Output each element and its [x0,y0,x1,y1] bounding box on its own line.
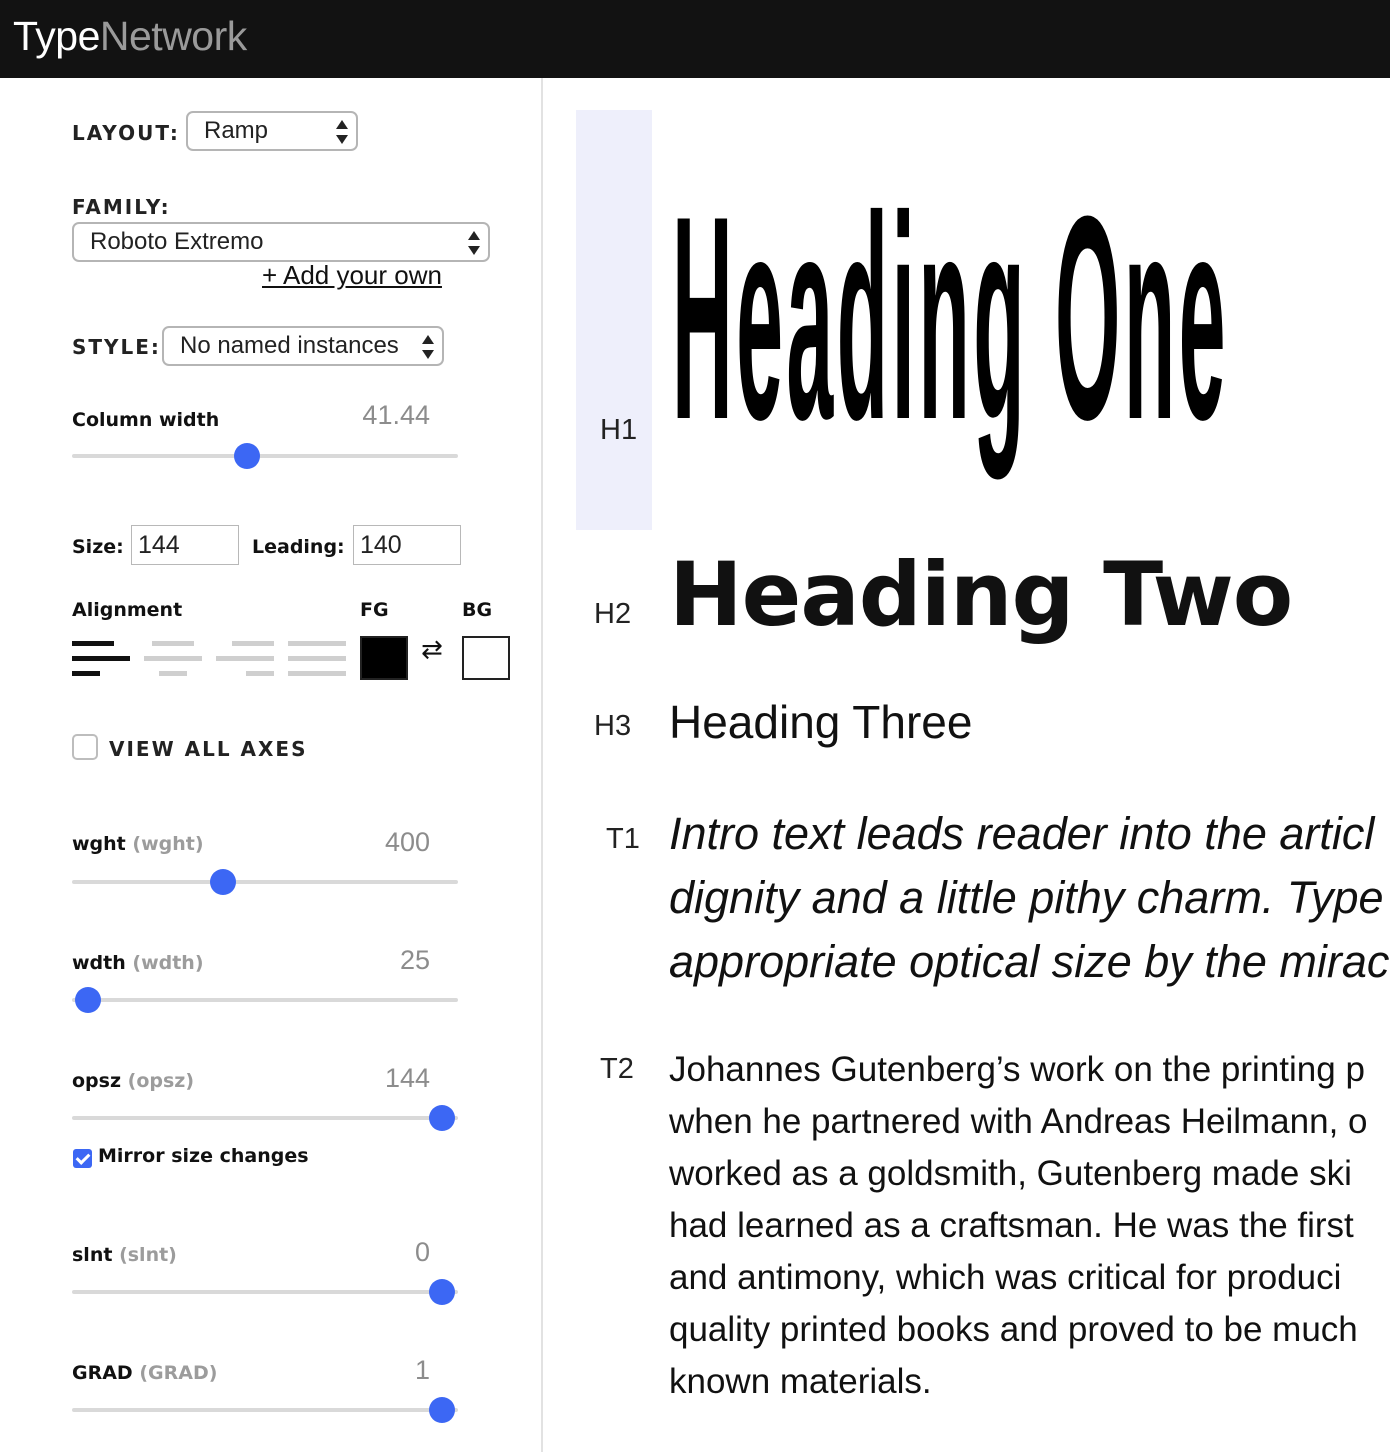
axis-slider-wdth[interactable] [72,998,458,1002]
style-select[interactable] [162,326,444,366]
leading-label: Leading: [252,536,345,558]
controls-sidebar [0,78,543,1452]
axis-slider-grad[interactable] [72,1408,458,1412]
view-all-axes-checkbox[interactable] [72,734,98,760]
slider-knob[interactable] [429,1105,455,1131]
heading-one[interactable]: Heading One [672,156,1229,480]
align-left-icon[interactable] [72,641,130,677]
layout-label: LAYOUT: [72,121,180,145]
align-center-icon[interactable] [144,641,202,677]
column-width-label: Column width [72,409,220,431]
family-select-value: Roboto Extremo [90,228,264,255]
axis-slider-slnt[interactable] [72,1290,458,1294]
axis-label-wght: wght (wght) [72,833,204,855]
axis-slider-opsz[interactable] [72,1116,458,1120]
slider-knob[interactable] [429,1397,455,1423]
tag-h1: H1 [600,414,638,446]
mirror-size-label: Mirror size changes [98,1145,309,1167]
family-select[interactable] [72,222,490,262]
slider-knob[interactable] [210,869,236,895]
axis-label-wdth: wdth (wdth) [72,952,204,974]
slider-knob[interactable] [234,443,260,469]
intro-line: Intro text leads reader into the articl [669,808,1375,859]
alignment-label: Alignment [72,599,183,621]
axis-value-wdth: 25 [399,945,430,975]
body-line: had learned as a craftsman. He was the first [669,1206,1354,1245]
layout-select-value: Ramp [204,117,269,144]
slider-knob[interactable] [75,987,101,1013]
axis-label-opsz: opsz (opsz) [72,1070,195,1092]
fg-color-swatch[interactable] [360,636,408,680]
family-label: FAMILY: [72,195,171,219]
align-right-icon[interactable] [216,641,274,677]
view-all-axes-label: VIEW ALL AXES [109,737,308,761]
axis-label-grad: GRAD (GRAD) [72,1362,218,1384]
select-arrows-icon [336,119,348,145]
heading-three[interactable]: Heading Three [669,696,973,748]
leading-input[interactable]: 140 [353,525,461,565]
body-text[interactable] [669,1044,1390,1408]
style-select-value: No named instances [180,332,399,359]
typenetwork-logo[interactable] [13,12,247,60]
slider-knob[interactable] [429,1279,455,1305]
fg-label: FG [360,599,389,621]
heading-two[interactable]: Heading Two [669,543,1293,646]
swap-colors-icon[interactable]: ⇄ [421,635,443,665]
layout-select[interactable] [186,111,358,151]
mirror-size-checkbox[interactable] [73,1149,92,1168]
intro-text[interactable] [669,802,1390,994]
tag-h2: H2 [594,598,632,630]
axis-slider-wght[interactable] [72,880,458,884]
top-bar [0,0,1390,78]
body-line: worked as a goldsmith, Gutenberg made ski [669,1154,1352,1193]
column-width-slider[interactable] [72,454,458,458]
axis-value-grad: 1 [414,1355,430,1385]
add-your-own-link[interactable]: + Add your own [262,260,442,290]
size-label: Size: [72,536,124,558]
select-arrows-icon [422,334,434,360]
intro-line: appropriate optical size by the mirac [669,936,1390,987]
tag-t2: T2 [600,1053,634,1085]
select-arrows-icon [468,230,480,256]
intro-line: dignity and a little pithy charm. Type [669,872,1384,923]
h1-highlight-band [576,110,652,530]
axis-label-slnt: slnt (slnt) [72,1244,177,1266]
size-input[interactable]: 144 [131,525,239,565]
logo-secondary: Network [99,13,247,59]
column-width-value: 41.44 [362,400,430,430]
logo-primary: Type [13,13,100,59]
type-preview [545,78,1390,1452]
body-line: known materials. [669,1362,932,1401]
tag-t1: T1 [606,823,640,855]
tag-h3: H3 [594,710,632,742]
body-line: when he partnered with Andreas Heilmann, o [669,1102,1368,1141]
bg-color-swatch[interactable] [462,636,510,680]
body-line: quality printed books and proved to be much [669,1310,1358,1349]
body-line: Johannes Gutenberg’s work on the printing p [669,1050,1365,1089]
axis-value-wght: 400 [384,827,430,857]
body-line: and antimony, which was critical for produci [669,1258,1342,1297]
bg-label: BG [462,599,493,621]
align-justify-icon[interactable] [288,641,346,677]
axis-value-slnt: 0 [414,1237,430,1267]
style-label: STYLE: [72,335,161,359]
axis-value-opsz: 144 [384,1063,430,1093]
